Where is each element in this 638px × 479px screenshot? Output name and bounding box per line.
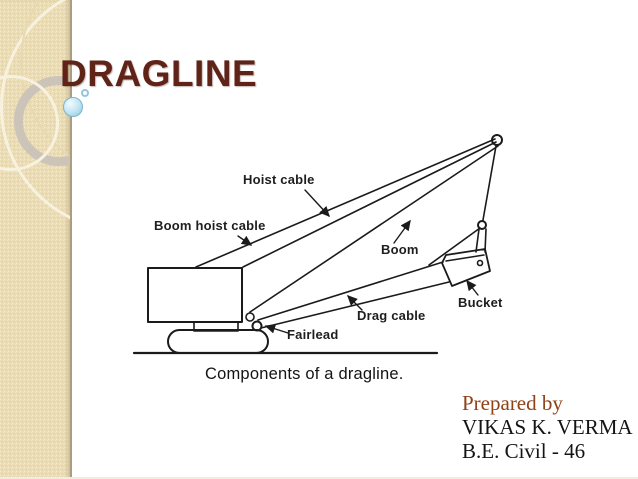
boom-top-line [243,142,496,267]
label-boom: Boom [381,242,419,257]
author-designation: B.E. Civil - 46 [462,439,586,463]
crawler-track [168,330,268,353]
hoist-drop-line [483,146,496,220]
slide-title: DRAGLINE [60,53,258,94]
bucket-arrow [467,281,478,295]
label-boom-hoist-cable: Boom hoist cable [154,218,266,233]
author-name: VIKAS K. VERMA [462,415,633,439]
label-hoist-cable: Hoist cable [243,172,315,187]
hoist-cable-arrow [305,190,329,216]
bucket-link-left [476,229,479,252]
bucket-rim-line [446,255,484,261]
bucket-hole [478,261,483,266]
label-drag-cable: Drag cable [357,308,426,323]
figure-caption: Components of a dragline. [205,365,404,383]
boom-hoist-cable-arrow [238,236,251,245]
prepared-by-text: Prepared by [462,391,563,415]
machine-body [148,268,242,322]
label-bucket: Bucket [458,295,503,310]
fairlead-arrow [266,326,288,333]
boom-arrow [394,221,410,243]
boom-bottom-line [250,146,498,312]
label-fairlead: Fairlead [287,327,339,342]
fairlead-sheave-upper [246,313,254,321]
